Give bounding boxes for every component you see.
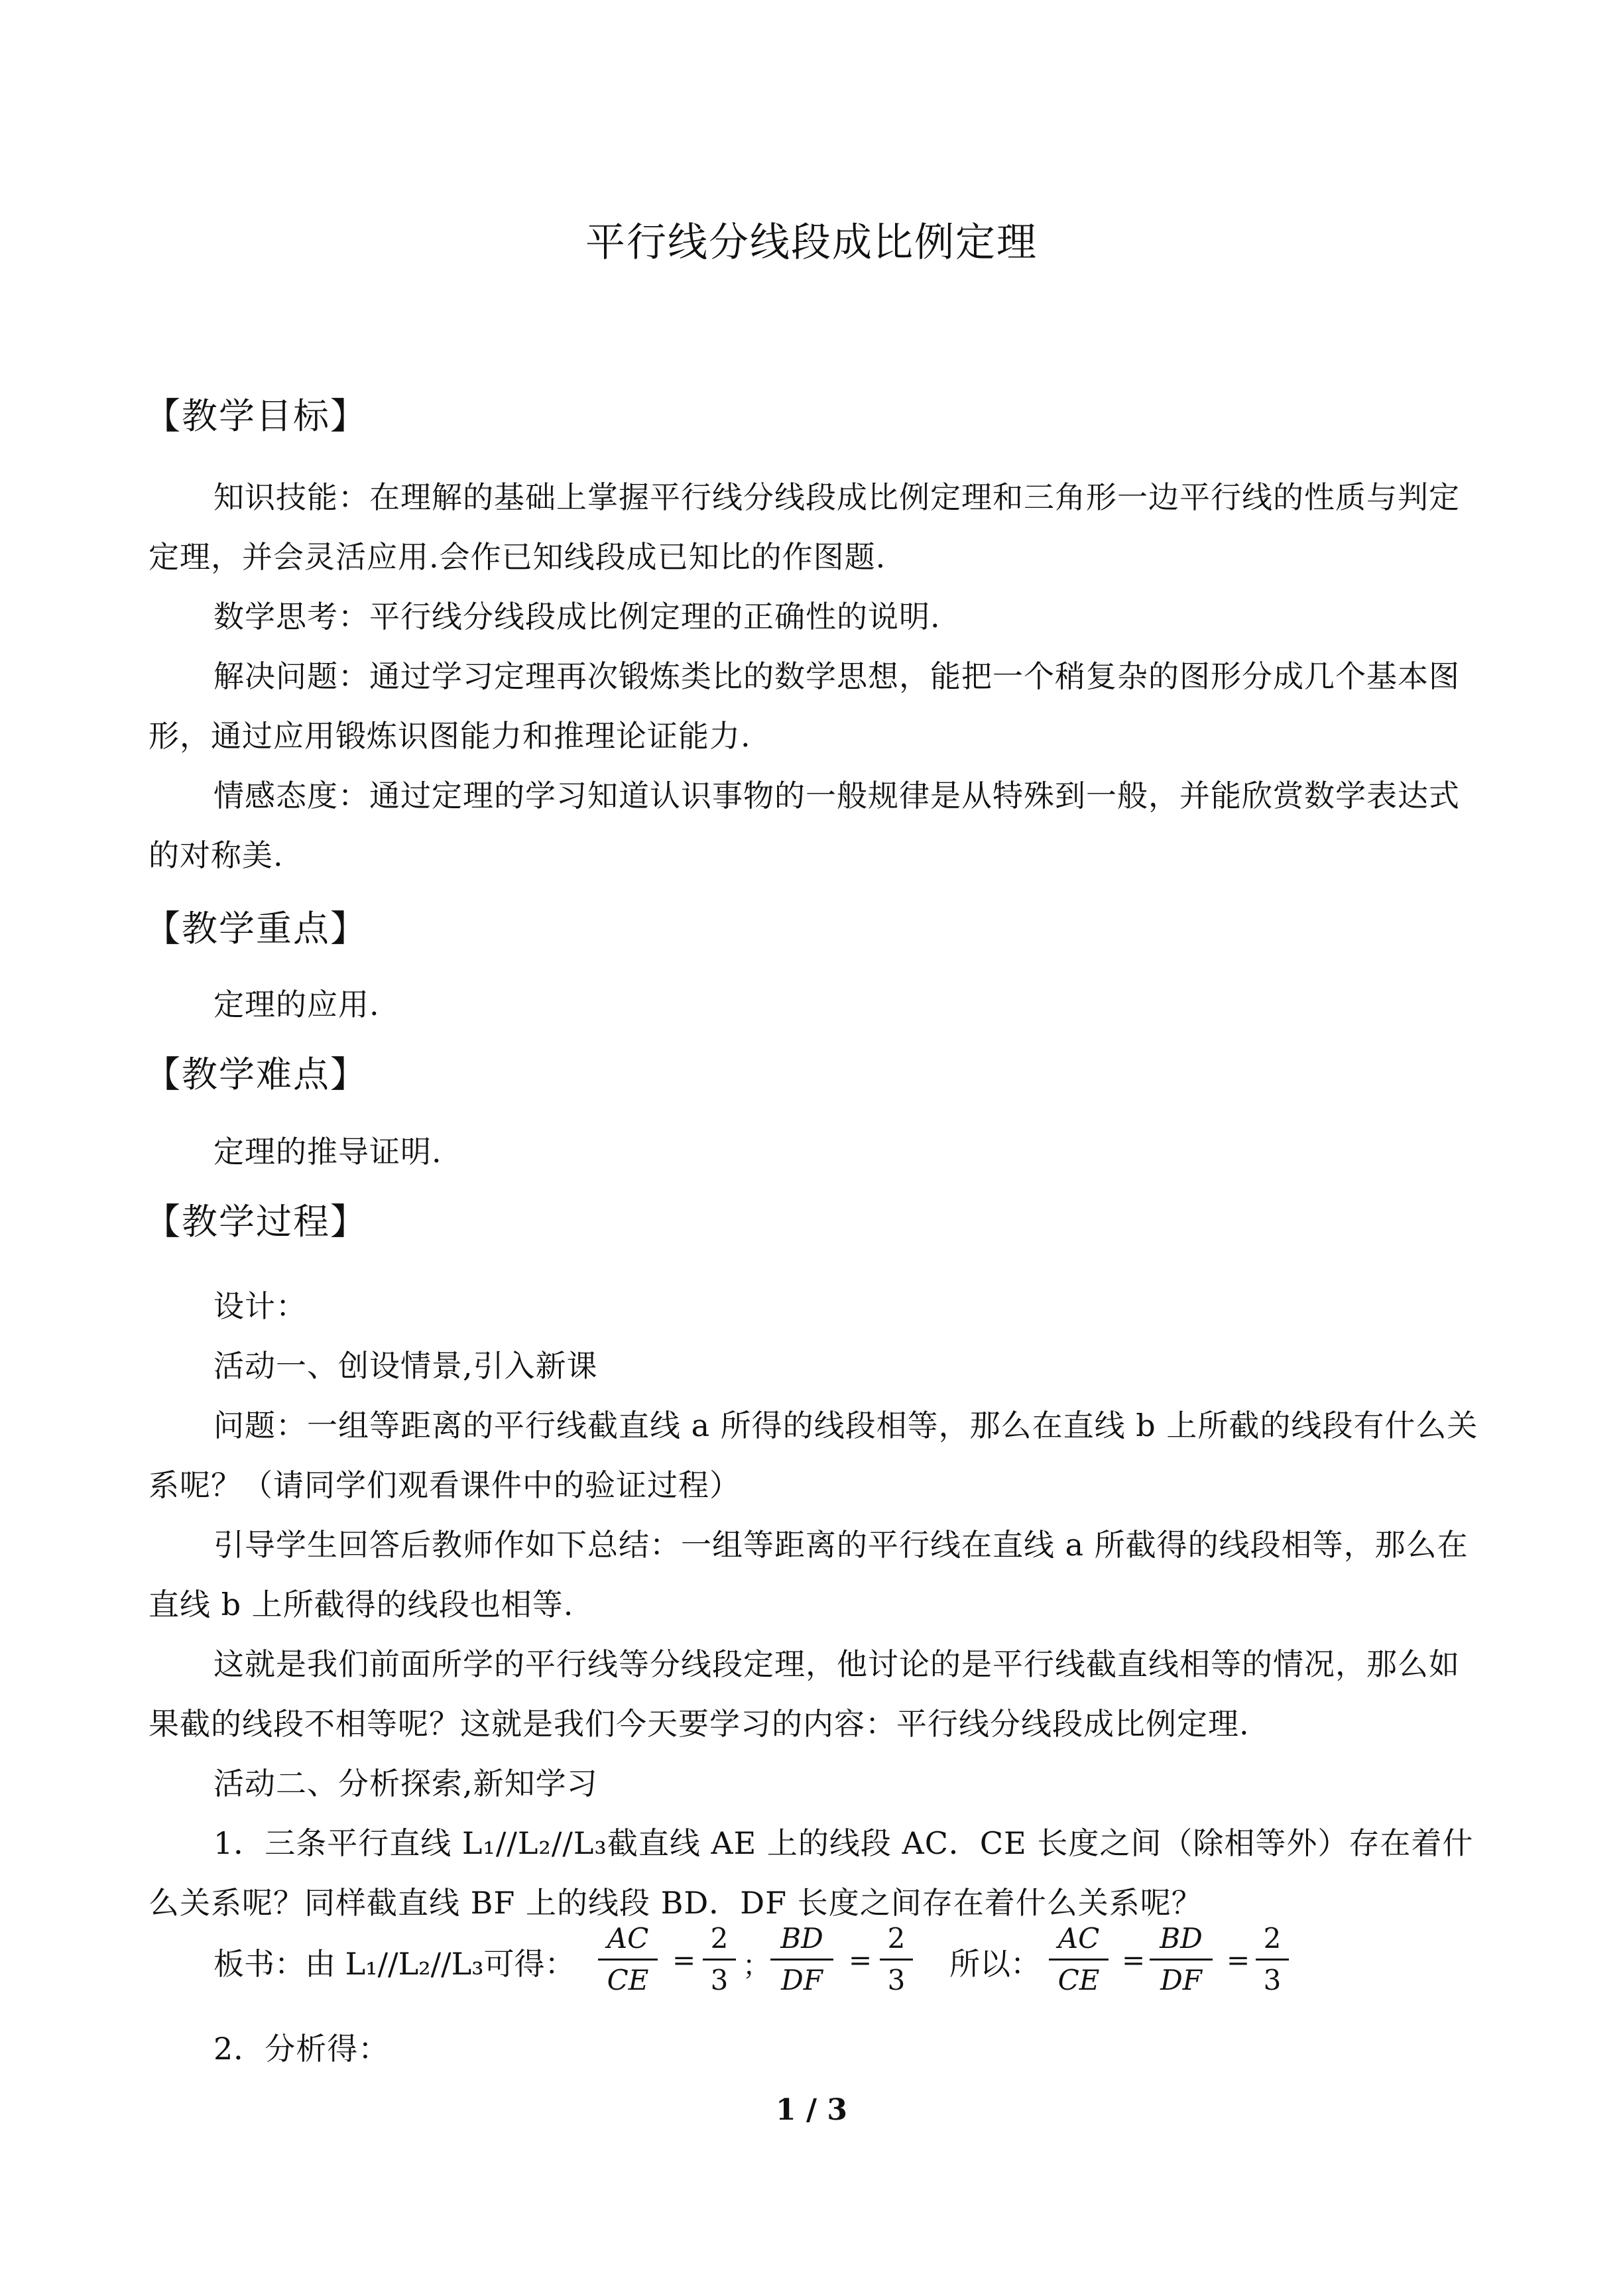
section-heading-key-points: 【教学重点】 [145, 908, 367, 949]
paragraph-activity-two: 活动二、分析探索,新知学习 [213, 1766, 598, 1801]
page-title: 平行线分线段成比例定理 [585, 219, 1038, 266]
section-heading-objectives: 【教学目标】 [145, 395, 367, 437]
equals-sign: = [1227, 1944, 1250, 1976]
equals-sign: = [849, 1944, 872, 1976]
blackboard-formula [213, 1920, 1341, 2000]
formula-lead: 板书：由 L₁//L₂//L₃可得： [213, 1946, 575, 1982]
paragraph-difficulty: 定理的推导证明. [213, 1134, 442, 1170]
paragraph-summary: 引导学生回答后教师作如下总结：一组等距离的平行线在直线 a 所截得的线段相等，那么在直线 b 上所截得的线段也相等. [149, 1527, 1469, 1622]
page-number: 1 / 3 [776, 2093, 847, 2127]
paragraph-problem-solving: 解决问题：通过学习定理再次锻炼类比的数学思想，能把一个稍复杂的图形分成几个基本图形，通过应用锻炼识图能力和推理论证能力. [149, 658, 1460, 754]
equals-sign: = [672, 1944, 696, 1976]
paragraph-question: 问题：一组等距离的平行线截直线 a 所得的线段相等，那么在直线 b 上所截的线段有什么关系呢？（请同学们观看课件中的验证过程） [149, 1408, 1478, 1503]
paragraph-parallel-lines-question: 1．三条平行直线 L₁//L₂//L₃截直线 AE 上的线段 AC．CE 长度之间（除相等外）存在着什么关系呢？同样截直线 BF 上的线段 BD．DF 长度之间存在着什么关系呢？ [149, 1825, 1474, 1921]
section-heading-process: 【教学过程】 [145, 1201, 367, 1242]
paragraph-design: 设计： [213, 1288, 307, 1324]
paragraph-knowledge-skills: 知识技能：在理解的基础上掌握平行线分线段成比例定理和三角形一边平行线的性质与判定定理，并会灵活应用.会作已知线段成已知比的作图题. [149, 479, 1460, 575]
section-heading-difficulties: 【教学难点】 [145, 1054, 367, 1095]
fraction-two-thirds: 2 3 [703, 1920, 736, 1999]
fraction-ac-ce: AC CE [1049, 1920, 1109, 1999]
fraction-bd-df: BD DF [770, 1920, 833, 1999]
fraction-ac-ce: AC CE [598, 1920, 658, 1999]
paragraph-attitude: 情感态度：通过定理的学习知道认识事物的一般规律是从特殊到一般，并能欣赏数学表达式的对称美. [149, 778, 1460, 873]
fraction-two-thirds: 2 3 [880, 1920, 913, 1999]
equals-sign: = [1122, 1944, 1146, 1976]
semicolon: ； [743, 1949, 771, 1982]
paragraph-analysis: 2．分析得： [213, 2031, 390, 2067]
paragraph-activity-one: 活动一、创设情景,引入新课 [213, 1348, 598, 1384]
so-label: 所以： [949, 1946, 1041, 1982]
paragraph-key-point: 定理的应用. [213, 987, 380, 1022]
paragraph-math-thinking: 数学思考：平行线分线段成比例定理的正确性的说明. [213, 599, 941, 634]
fraction-two-thirds: 2 3 [1256, 1920, 1289, 1999]
paragraph-transition: 这就是我们前面所学的平行线等分线段定理，他讨论的是平行线截直线相等的情况，那么如果截的线段不相等呢？这就是我们今天要学习的内容：平行线分线段成比例定理. [149, 1646, 1460, 1742]
fraction-bd-df: BD DF [1150, 1920, 1213, 1999]
